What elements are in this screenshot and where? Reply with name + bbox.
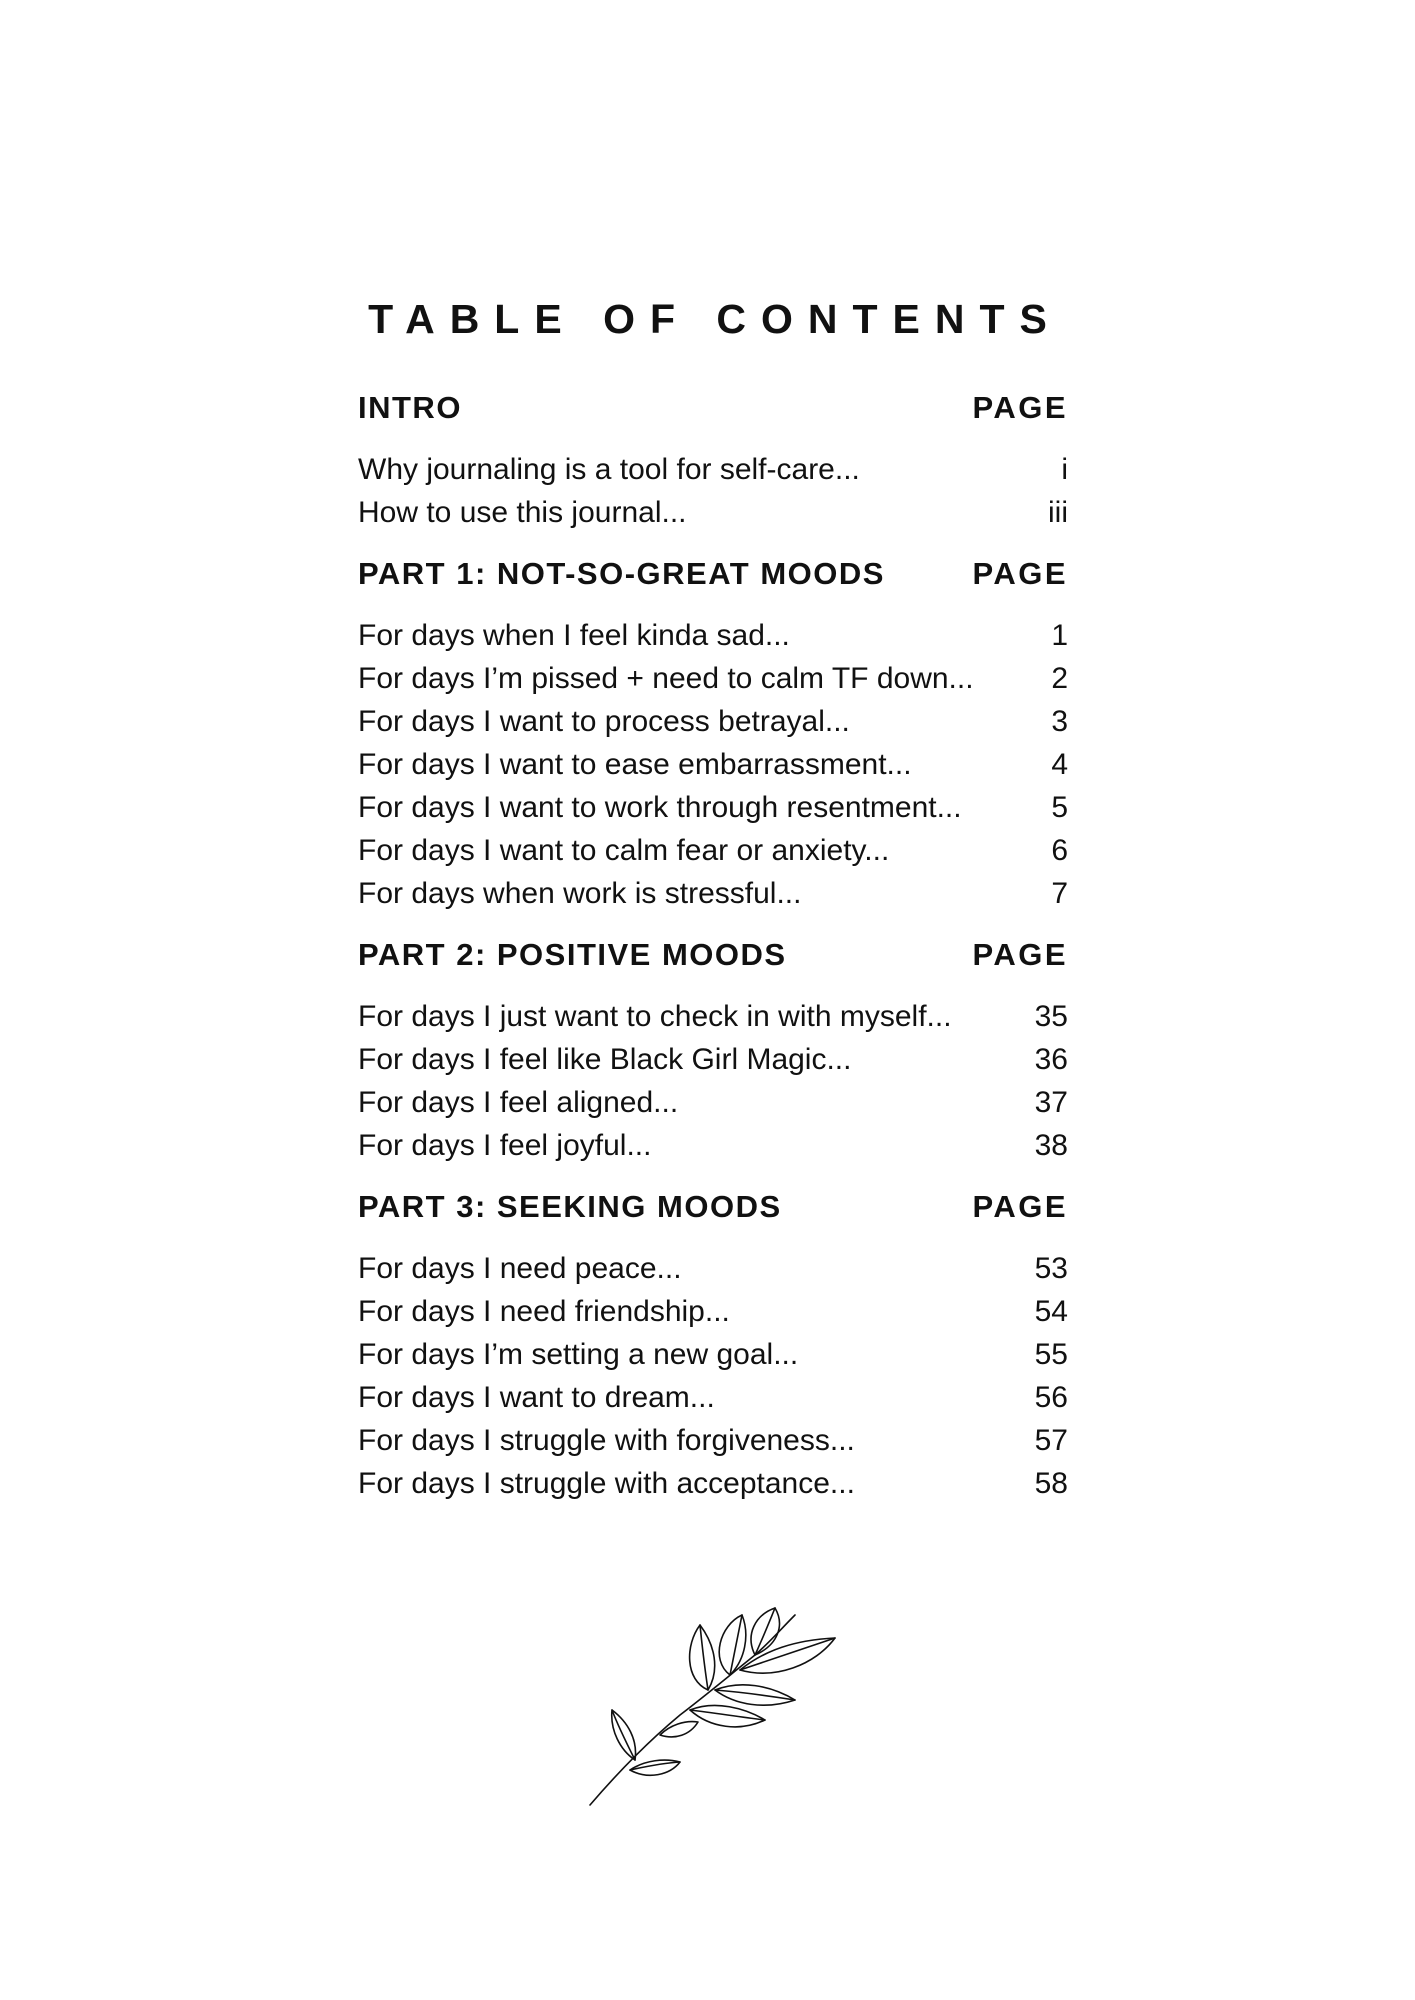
entry-text: Why journaling is a tool for self-care...	[358, 453, 860, 486]
entry-text: For days I’m setting a new goal...	[358, 1338, 799, 1371]
entry-text: For days when I feel kinda sad...	[358, 619, 790, 652]
section-title: INTRO	[358, 390, 462, 425]
section-intro	[358, 390, 1068, 534]
entry-text: For days I struggle with acceptance...	[358, 1467, 855, 1500]
section-heading	[358, 556, 1068, 602]
toc-entry	[358, 1376, 1068, 1419]
leaf-sprig-icon	[580, 1600, 850, 1810]
entry-page: 58	[1034, 1467, 1068, 1500]
entry-page: 37	[1034, 1086, 1068, 1119]
entry-page: 56	[1034, 1381, 1068, 1414]
table-of-contents	[358, 390, 1068, 1527]
entry-text: For days I just want to check in with myself...	[358, 1000, 952, 1033]
entry-text: For days I need friendship...	[358, 1295, 730, 1328]
section-part-2	[358, 937, 1068, 1167]
toc-entry	[358, 1419, 1068, 1462]
toc-entry	[358, 1462, 1068, 1505]
entry-text: For days I need peace...	[358, 1252, 682, 1285]
entry-text: For days when work is stressful...	[358, 877, 802, 910]
entry-text: For days I’m pissed + need to calm TF down...	[358, 662, 974, 695]
toc-entry	[358, 995, 1068, 1038]
section-title: PART 1: NOT-SO-GREAT MOODS	[358, 556, 885, 591]
entry-page: 35	[1034, 1000, 1068, 1033]
entry-page: 53	[1034, 1252, 1068, 1285]
page-title: TABLE OF CONTENTS	[368, 296, 1062, 342]
toc-entry	[358, 448, 1068, 491]
entry-text: For days I feel aligned...	[358, 1086, 679, 1119]
section-heading	[358, 1189, 1068, 1235]
entry-page: 57	[1034, 1424, 1068, 1457]
entry-text: For days I want to calm fear or anxiety...	[358, 834, 890, 867]
entry-text: For days I want to work through resentment...	[358, 791, 962, 824]
entry-page: 3	[1051, 705, 1068, 738]
entry-list	[358, 448, 1068, 534]
section-part-1	[358, 556, 1068, 915]
section-heading	[358, 390, 1068, 436]
toc-entry	[358, 1038, 1068, 1081]
toc-entry	[358, 829, 1068, 872]
section-part-3	[358, 1189, 1068, 1505]
entry-page: iii	[1048, 496, 1068, 529]
entry-list	[358, 614, 1068, 915]
entry-text: For days I want to ease embarrassment...	[358, 748, 912, 781]
page-column-label: PAGE	[972, 390, 1068, 425]
toc-entry	[358, 1124, 1068, 1167]
entry-page: 54	[1034, 1295, 1068, 1328]
page-column-label: PAGE	[972, 937, 1068, 972]
entry-page: 5	[1051, 791, 1068, 824]
entry-page: i	[1061, 453, 1068, 486]
entry-text: For days I feel like Black Girl Magic...	[358, 1043, 852, 1076]
toc-entry	[358, 614, 1068, 657]
entry-page: 55	[1034, 1338, 1068, 1371]
toc-entry	[358, 700, 1068, 743]
section-title: PART 2: POSITIVE MOODS	[358, 937, 787, 972]
section-heading	[358, 937, 1068, 983]
toc-entry	[358, 1081, 1068, 1124]
toc-entry	[358, 1333, 1068, 1376]
entry-page: 1	[1051, 619, 1068, 652]
entry-text: For days I struggle with forgiveness...	[358, 1424, 855, 1457]
entry-text: For days I feel joyful...	[358, 1129, 652, 1162]
entry-text: How to use this journal...	[358, 496, 687, 529]
entry-text: For days I want to process betrayal...	[358, 705, 850, 738]
toc-entry	[358, 786, 1068, 829]
entry-page: 38	[1034, 1129, 1068, 1162]
entry-page: 4	[1051, 748, 1068, 781]
toc-entry	[358, 491, 1068, 534]
entry-page: 2	[1051, 662, 1068, 695]
entry-list	[358, 995, 1068, 1167]
entry-page: 36	[1034, 1043, 1068, 1076]
entry-list	[358, 1247, 1068, 1505]
entry-text: For days I want to dream...	[358, 1381, 715, 1414]
toc-entry	[358, 872, 1068, 915]
toc-entry	[358, 657, 1068, 700]
toc-entry	[358, 743, 1068, 786]
page-column-label: PAGE	[972, 1189, 1068, 1224]
page-column-label: PAGE	[972, 556, 1068, 591]
entry-page: 7	[1051, 877, 1068, 910]
entry-page: 6	[1051, 834, 1068, 867]
toc-entry	[358, 1247, 1068, 1290]
section-title: PART 3: SEEKING MOODS	[358, 1189, 782, 1224]
toc-entry	[358, 1290, 1068, 1333]
